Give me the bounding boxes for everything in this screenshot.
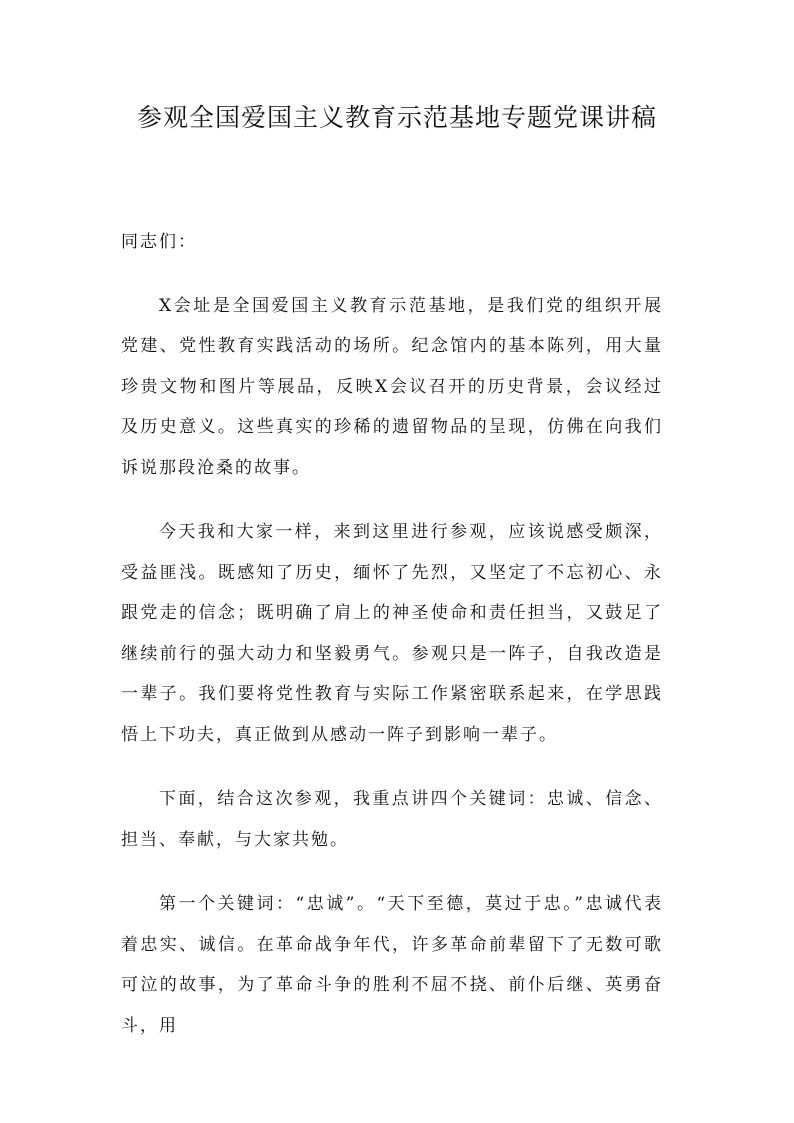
paragraph-1: X会址是全国爱国主义教育示范基地，是我们党的组织开展党建、党性教育实践活动的场所。纪念馆内的基本陈列，用大量珍贵文物和图片等展品，反映X会议召开的历史背景，会议经过及历史意义。这些真实的珍稀的遗留物品的呈现，仿佛在向我们诉说那段沧桑的故事。 <box>121 295 663 478</box>
salutation: 同志们： <box>121 232 197 252</box>
paragraph-3: 下面，结合这次参观，我重点讲四个关键词：忠诚、信念、担当、奉献，与大家共勉。 <box>121 789 663 850</box>
document-body <box>121 222 663 1046</box>
paragraph-4: 第一个关键词：“忠诚”。“天下至德，莫过于忠。”忠诚代表着忠实、诚信。在革命战争年代，许多革命前辈留下了无数可歌可泣的故事，为了革命斗争的胜利不屈不挠、前仆后继、英勇奋斗，用 <box>121 894 663 1036</box>
paragraph-2: 今天我和大家一样，来到这里进行参观，应该说感受颇深，受益匪浅。既感知了历史，缅怀了先烈，又坚定了不忘初心、永跟党走的信念；既明确了肩上的神圣使命和责任担当，又鼓足了继续前行的强大动力和坚毅勇气。参观只是一阵子，自我改造是一辈子。我们要将党性教育与实际工作紧密联系起来，在学思践悟上下功夫，真正做到从感动一阵子到影响一辈子。 <box>121 522 663 745</box>
document-title: 参观全国爱国主义教育示范基地专题党课讲稿 <box>136 103 657 132</box>
